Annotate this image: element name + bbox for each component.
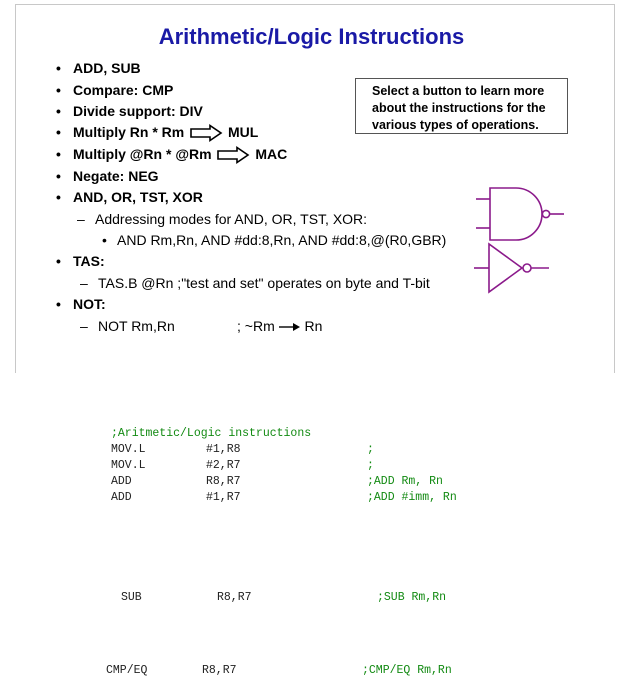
code-comment: ;ADD #imm, Rn xyxy=(367,491,457,504)
right-arrow-icon xyxy=(217,147,249,163)
subsub-text: AND Rm,Rn, AND #dd:8,Rn, AND #dd:8,@(R0,GBR) xyxy=(117,232,447,248)
sub-dash: – xyxy=(80,275,88,291)
code-args-sub: R8,R7 xyxy=(217,591,252,604)
bullet-text: NOT: xyxy=(73,296,106,312)
mul-label: MUL xyxy=(228,124,259,140)
code-header-comment: ;Aritmetic/Logic instructions xyxy=(111,427,312,440)
bullet-dot: • xyxy=(56,253,61,269)
sub-text: TAS.B @Rn ;"test and set" operates on byte and T-bit xyxy=(98,275,430,291)
sub-not xyxy=(80,318,175,334)
bullet-dot: • xyxy=(56,82,61,98)
bullet-text: Compare: CMP xyxy=(73,82,174,98)
bullet-dot: • xyxy=(56,60,61,76)
sub-dash: – xyxy=(77,211,85,227)
code-op-sub: SUB xyxy=(121,591,142,604)
bullet-text: ADD, SUB xyxy=(73,60,141,76)
bullet-tas xyxy=(56,253,105,269)
subsub-and-modes xyxy=(102,232,447,248)
sub-text-mid: ; ~Rm xyxy=(237,318,275,334)
sub-text: Addressing modes for AND, OR, TST, XOR: xyxy=(95,211,368,227)
right-arrow-icon xyxy=(190,125,222,141)
sub-dash: – xyxy=(80,318,88,334)
code-args: R8,R7 xyxy=(206,475,241,488)
sub-text-left: NOT Rm,Rn xyxy=(98,318,175,334)
code-comment: ; xyxy=(367,443,374,456)
sub-text-right: Rn xyxy=(304,318,323,334)
bullet-text: Multiply Rn * Rm xyxy=(73,124,185,140)
bullet-text: TAS: xyxy=(73,253,105,269)
bullet-text: AND, OR, TST, XOR xyxy=(73,189,203,205)
right-arrow-icon xyxy=(279,322,301,332)
bullet-negate xyxy=(56,168,159,184)
info-box: Select a button to learn more about the instructions for the various types of operations. xyxy=(355,78,568,134)
bullet-dot: • xyxy=(56,103,61,119)
bullet-dot: • xyxy=(102,232,107,248)
code-comment: ; xyxy=(367,459,374,472)
code-args: #1,R8 xyxy=(206,443,241,456)
bullet-dot: • xyxy=(56,146,61,162)
bullet-dot: • xyxy=(56,296,61,312)
code-comment-sub: ;SUB Rm,Rn xyxy=(377,591,447,604)
code-args: #2,R7 xyxy=(206,459,241,472)
bullet-compare xyxy=(56,82,174,98)
bullet-add-sub xyxy=(56,60,141,76)
bullet-text: Divide support: DIV xyxy=(73,103,203,119)
bullet-text: Multiply @Rn * @Rm xyxy=(73,146,212,162)
slide-title: Arithmetic/Logic Instructions xyxy=(158,24,465,49)
sub-tas xyxy=(80,275,430,291)
code-args-cmp: R8,R7 xyxy=(202,664,237,677)
code-comment-cmp: ;CMP/EQ Rm,Rn xyxy=(362,664,452,677)
code-op: MOV.L xyxy=(111,459,146,472)
sub-not-comment xyxy=(237,318,322,334)
code-args: #1,R7 xyxy=(206,491,241,504)
not-gate-icon xyxy=(472,240,552,296)
code-comment: ;ADD Rm, Rn xyxy=(367,475,443,488)
bullet-and-or xyxy=(56,189,203,205)
code-op-cmp: CMP/EQ xyxy=(106,664,148,677)
bullet-dot: • xyxy=(56,168,61,184)
mac-label: MAC xyxy=(255,146,288,162)
bullet-multiply-mac xyxy=(56,146,288,163)
bullet-dot: • xyxy=(56,189,61,205)
code-op: ADD xyxy=(111,475,132,488)
and-gate-icon xyxy=(472,184,572,244)
bullet-dot: • xyxy=(56,124,61,140)
bullet-multiply-mul xyxy=(56,124,259,141)
code-op: MOV.L xyxy=(111,443,146,456)
bullet-divide xyxy=(56,103,203,119)
bullet-text: Negate: NEG xyxy=(73,168,159,184)
sub-addressing-modes xyxy=(77,211,368,227)
bullet-not xyxy=(56,296,106,312)
code-op: ADD xyxy=(111,491,132,504)
